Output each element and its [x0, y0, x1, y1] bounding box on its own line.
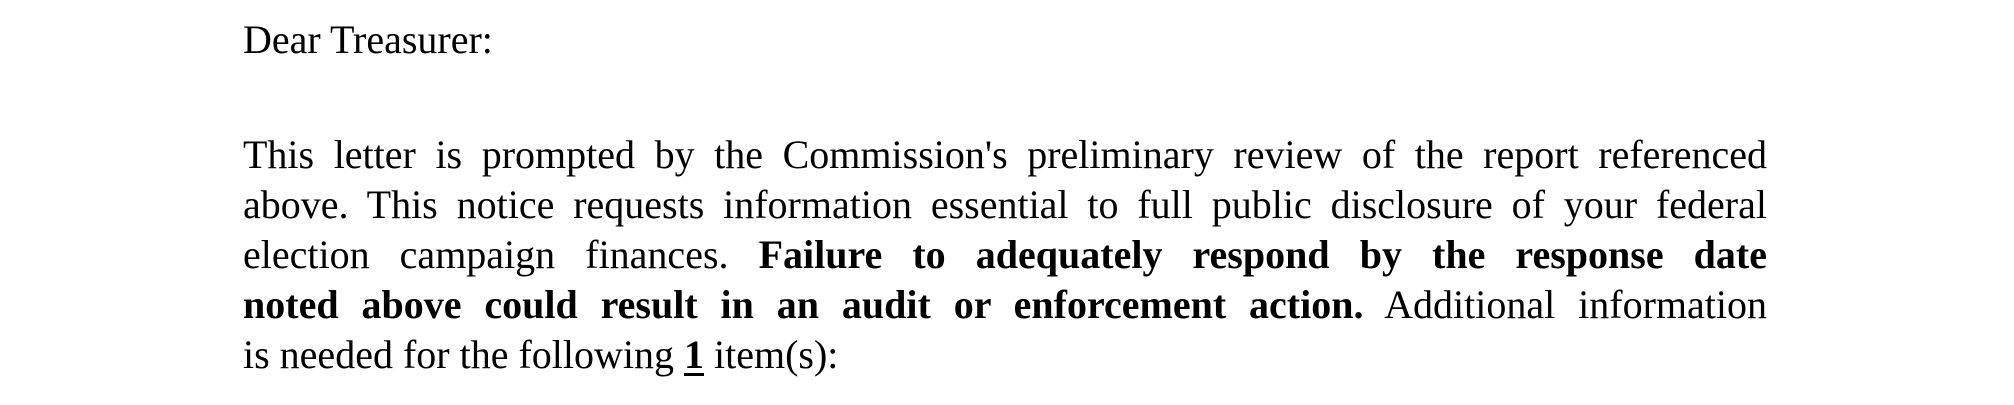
- text-segment-normal: above. This notice requests information essential to full public disclosure of your federal: [243, 182, 1767, 227]
- text-segment-normal: is needed for the following: [243, 332, 684, 377]
- salutation: Dear Treasurer:: [243, 17, 493, 62]
- text-segment-normal: This letter is prompted by the Commission's preliminary review of the report referenced: [243, 132, 1767, 177]
- text-segment-bold: Failure to adequately respond by the response date: [758, 232, 1767, 277]
- paragraph-line: [243, 180, 1767, 230]
- paragraph-line: [243, 280, 1767, 330]
- text-segment-normal: election campaign finances.: [243, 232, 759, 277]
- paragraph-line: [243, 330, 1767, 380]
- body-paragraph: [243, 130, 1767, 380]
- text-segment-bold-underline: 1: [684, 332, 704, 377]
- text-segment-normal: Additional information: [1363, 282, 1768, 327]
- text-segment-bold: noted above could result in an audit or enforcement action.: [243, 282, 1364, 327]
- paragraph-line: [243, 230, 1767, 280]
- paragraph-line: [243, 130, 1767, 180]
- text-segment-normal: item(s):: [704, 332, 839, 377]
